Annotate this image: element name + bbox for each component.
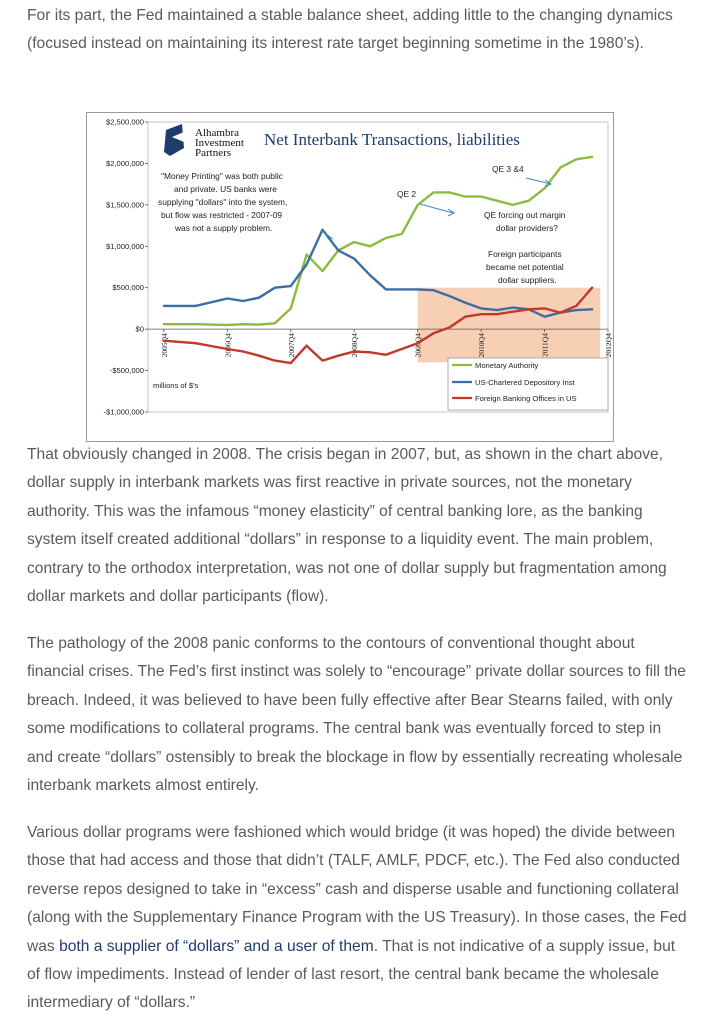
x-tick-label: 2009Q4 (413, 333, 423, 358)
y-tick-label: $1,000,000 (105, 241, 144, 251)
qe-forcing-line-2: dollar providers? (496, 223, 558, 233)
units-label: millions of $'s (153, 381, 199, 390)
y-tick-label: $0 (135, 324, 144, 334)
intro-paragraph: For its part, the Fed maintained a stable balance sheet, adding little to the changing dynamics (focused instead on maintaining its interest rate target beginning sometime in the 1980’s). (27, 7, 673, 53)
x-tick-label: 2010Q4 (477, 333, 487, 358)
chart-title: Net Interbank Transactions, liabilities (264, 130, 520, 149)
logo-line-3: Partners (195, 147, 232, 159)
annot-line-4: but flow was restricted - 2007-09 (161, 210, 283, 220)
legend-label-us-chartered: US-Chartered Depository Inst (475, 378, 575, 387)
foreign-line-3: dollar suppliers. (498, 275, 557, 285)
paragraph-1: That obviously changed in 2008. The crisis began in 2007, but, as shown in the chart above, dollar supply in interbank markets was first reactive in private sources, not the monetary authority. This was the infamous “money elasticity” of central banking lore, as the banking system itself created additional “dollars” in response to a liquidity event. The main problem, contrary to the orthodox interpretation, was not one of dollar supply but fragmentation among dollar markets and dollar participants (flow). (27, 446, 667, 606)
y-tick-label: $2,500,000 (105, 117, 144, 127)
paragraph-2: The pathology of the 2008 panic conforms to the contours of conventional thought about financial crises. The Fed’s first instinct was solely to “encourage” private dollar sources to fill the breach. Indeed, it was believed to have been fully effective after Bear Stearns failed, with only some modifications to collateral programs. The central bank was eventually forced to step in and create “dollars” ostensibly to break the blockage in flow by essentially recreating wholesale interbank markets almost entirely. (27, 635, 686, 795)
x-tick-label: 2007Q4 (286, 333, 296, 358)
interbank-chart (86, 112, 614, 442)
x-tick-label: 2005Q4 (159, 333, 169, 358)
supplier-user-link[interactable]: both a supplier of “dollars” and a user of them (59, 937, 374, 955)
annot-line-2: and private. US banks were (174, 184, 277, 194)
qe-forcing-line-1: QE forcing out margin (484, 210, 566, 220)
y-tick-label: $500,000 (112, 283, 144, 293)
annot-line-1: "Money Printing" was both public (161, 171, 283, 181)
legend-label-monetary: Monetary Authority (475, 361, 539, 370)
paragraph-3-text-b: . That is not indicative of a supply issue, but of flow impediments. Instead of lender of last resort, the central bank became the wholesale intermediary of “dollars.” (27, 937, 676, 1012)
paragraph-3-text-a: Various dollar programs were fashioned which would bridge (it was hoped) the divide between those that had access and those that didn’t (TALF, AMLF, PDCF, etc.). The Fed also conducted reverse repos designed to take in “excess” cash and disperse usable and functioning collateral (along with the Supplementary Finance Program with the US Treasury). In those cases, the Fed was (27, 824, 687, 955)
x-tick-label: 2011Q4 (540, 333, 550, 358)
qe34-label: QE 3 &4 (492, 164, 524, 174)
shaded-region (418, 288, 600, 363)
foreign-line-2: became net potential (486, 262, 564, 272)
foreign-annotation (486, 249, 564, 285)
logo-line-1: Alhambra (195, 127, 239, 139)
y-tick-label: -$1,000,000 (103, 407, 144, 417)
x-tick-label: 2012Q4 (604, 333, 613, 358)
x-tick-label: 2006Q4 (223, 333, 233, 358)
legend (448, 358, 608, 410)
y-tick-label: $1,500,000 (105, 200, 144, 210)
x-tick-label: 2008Q4 (350, 333, 360, 358)
legend-label-foreign: Foreign Banking Offices in US (475, 394, 577, 403)
y-tick-label: -$500,000 (109, 366, 144, 376)
annot-line-5: was not a supply problem. (175, 223, 273, 233)
foreign-line-1: Foreign participants (488, 249, 562, 259)
paragraph-3 (27, 819, 691, 1018)
y-tick-label: $2,000,000 (105, 158, 144, 168)
qe2-label: QE 2 (397, 189, 417, 199)
annot-line-3: supplying "dollars" into the system, (158, 197, 288, 207)
logo-line-2: Investment (195, 137, 244, 149)
